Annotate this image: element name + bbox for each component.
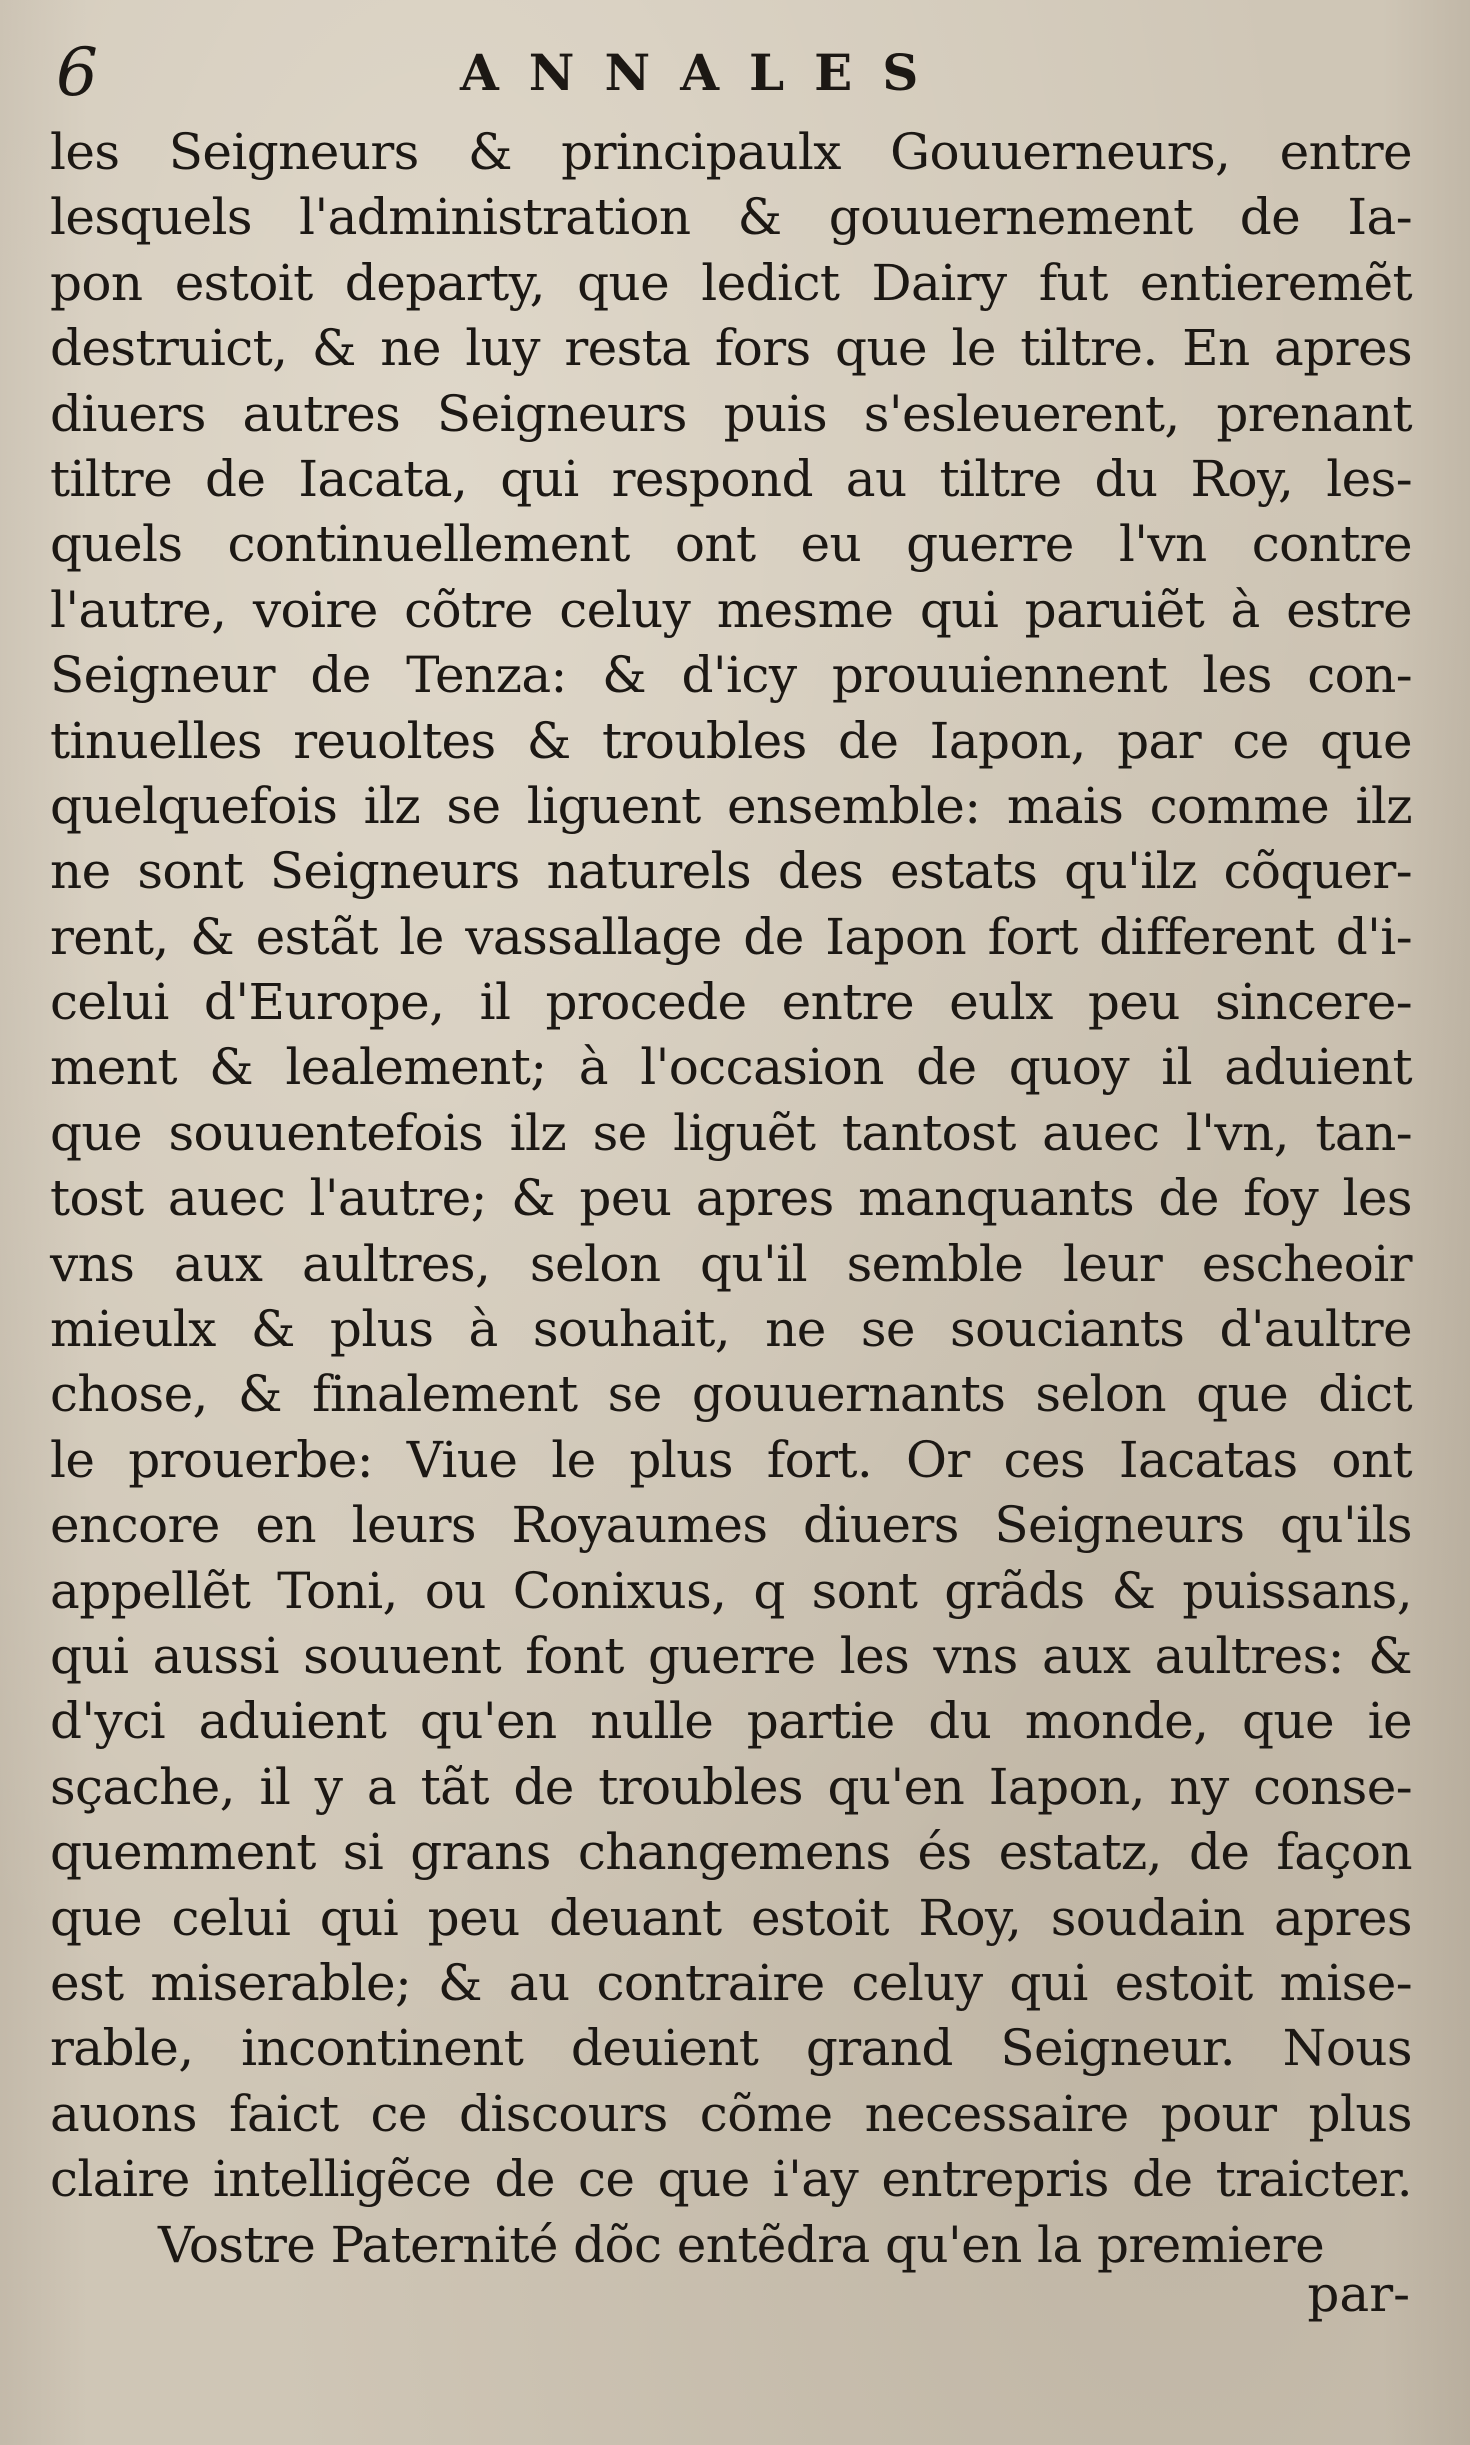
text-line: quemment si grans changemens és estatz, de façon [50,1823,1412,1882]
text-line: ment & lealement; à l'occasion de quoy il aduient [50,1038,1412,1097]
text-line: diuers autres Seigneurs puis s'esleuerent, prenant [50,384,1412,443]
body-text [50,120,1412,2278]
text-line: tinuelles reuoltes & troubles de Iapon, par ce que [50,711,1412,770]
page-number: 6 [56,34,98,111]
text-line: Seigneur de Tenza: & d'icy prouuiennent les con- [50,646,1412,705]
text-line: auons faict ce discours cõme necessaire pour plus [50,2084,1412,2143]
text-line: claire intelligẽce de ce que i'ay entrepris de traicter. [50,2150,1412,2209]
text-line: qui aussi souuent font guerre les vns aux aultres: & [50,1626,1412,1685]
text-line: vns aux aultres, selon qu'il semble leur escheoir [50,1234,1412,1293]
text-line: ne sont Seigneurs naturels des estats qu'ilz cõquer- [50,842,1412,901]
text-line: sçache, il y a tãt de troubles qu'en Iapon, ny conse- [50,1757,1412,1816]
text-line: destruict, & ne luy resta fors que le tiltre. En apres [50,319,1412,378]
text-line: quels continuellement ont eu guerre l'vn contre [50,515,1412,574]
text-line: les Seigneurs & principaulx Gouuerneurs, entre [50,123,1412,181]
text-line: le prouerbe: Viue le plus fort. Or ces Iacatas ont [50,1430,1412,1489]
text-line: d'yci aduient qu'en nulle partie du monde, que ie [50,1692,1412,1751]
text-line: appellẽt Toni, ou Conixus, q sont grãds & puissans, [50,1561,1412,1620]
text-line-paragraph-start: Vostre Paternité dõc entẽdra qu'en la premiere [158,2215,1325,2274]
text-line: rent, & estãt le vassallage de Iapon fort different d'i- [50,907,1412,966]
text-line: l'autre, voire cõtre celuy mesme qui paruiẽt à estre [50,580,1412,639]
text-line: tost auec l'autre; & peu apres manquants de foy les [50,1169,1412,1228]
text-line: lesquels l'administration & gouuernement de Ia- [50,188,1412,247]
text-line: que celui qui peu deuant estoit Roy, soudain apres [50,1888,1412,1947]
text-line: est miserable; & au contraire celuy qui estoit mise- [50,1953,1412,2012]
catchword: par- [1307,2265,1410,2323]
text-line: pon estoit departy, que ledict Dairy fut entieremẽt [50,253,1412,312]
text-line: tiltre de Iacata, qui respond au tiltre du Roy, les- [50,449,1412,508]
text-line: celui d'Europe, il procede entre eulx peu sincere- [50,973,1412,1032]
text-line: que souuentefois ilz se liguẽt tantost auec l'vn, tan- [50,1103,1412,1162]
page-header [0,28,1470,118]
text-line: encore en leurs Royaumes diuers Seigneurs qu'ils [50,1496,1412,1555]
text-line: chose, & finalement se gouuernants selon que dict [50,1365,1412,1424]
text-line: mieulx & plus à souhait, ne se souciants d'aultre [50,1300,1412,1359]
text-line: rable, incontinent deuient grand Seigneur. Nous [50,2019,1412,2078]
running-head: ANNALES [460,43,949,102]
text-line: quelquefois ilz se liguent ensemble: mais comme ilz [50,776,1412,835]
